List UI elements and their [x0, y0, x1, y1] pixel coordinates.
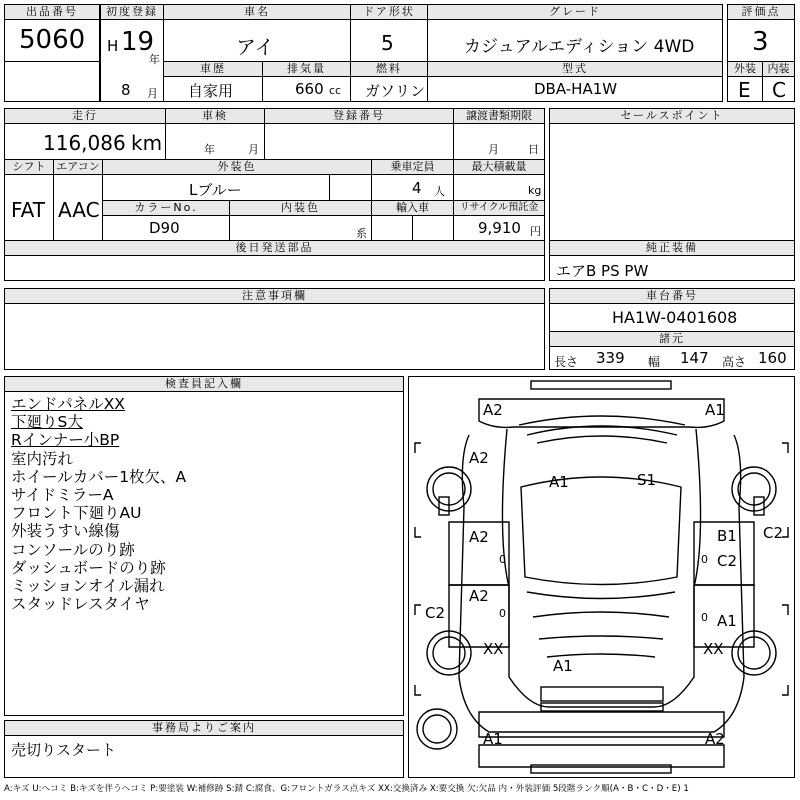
mark: A2: [705, 730, 725, 748]
caution-box: [4, 288, 545, 370]
reg-year: 19: [121, 27, 155, 57]
recycle-box: [453, 200, 545, 241]
import-label: 輸入車: [372, 201, 453, 216]
history-box: [163, 61, 263, 102]
fuel-label: 燃料: [351, 62, 427, 77]
mark: 0: [701, 611, 708, 624]
ext-label: 外装: [728, 62, 762, 77]
transfer-label: 譲渡書類期限: [454, 109, 544, 124]
recycle-label: リサイクル預託金: [454, 201, 544, 216]
transfer-month-unit: 月: [488, 143, 499, 156]
mark: 0: [701, 553, 708, 566]
model-label: 型式: [428, 62, 722, 77]
note-line: ダッシュボードのり跡: [11, 558, 166, 577]
color-box: [102, 159, 372, 201]
note-line: スタッドレスタイヤ: [11, 595, 150, 614]
load-box: [453, 159, 545, 201]
intcolor-box: [229, 200, 372, 241]
load-label: 最大積載量: [454, 160, 544, 175]
score-value: 3: [752, 27, 769, 57]
mark: A1: [553, 657, 573, 675]
transfer-day-unit: 日: [528, 143, 539, 156]
ac-box: [53, 159, 103, 241]
caution-label: 注意事項欄: [5, 289, 544, 304]
legend-footer: A:キズ U:ヘコミ B:キズを伴うヘコミ P:要塗装 W:補修跡 S:錆 C:腐食、G:フロントガラス点キズ XX:交換済み X:要交換 欠:欠品 内・外装評価 5段階ランク順(A・B・C・D・E) 1: [4, 784, 689, 794]
first-reg-label: 初度登録: [101, 5, 163, 20]
capacity-box: [371, 159, 454, 201]
score-box: [727, 4, 795, 62]
colorno-box: [102, 200, 230, 241]
lot-box: [4, 4, 100, 62]
mark: XX: [703, 640, 724, 658]
lot-extra-box: [4, 61, 100, 102]
sales-point-box: [549, 108, 795, 241]
colorno-value: D90: [149, 219, 180, 237]
car-name-label: 車名: [164, 5, 350, 20]
color-label: 外装色: [103, 160, 371, 175]
car-name: アイ: [236, 35, 275, 59]
capacity-label: 乗車定員: [372, 160, 453, 175]
note-line: サイドミラーA: [11, 486, 114, 505]
intcolor-unit: 系: [356, 227, 367, 240]
first-registration-box: [100, 4, 164, 102]
mark: S1: [637, 471, 657, 489]
displacement-box: [262, 61, 351, 102]
note-line: フロント下廻りAU: [11, 504, 142, 523]
mark: C2: [717, 552, 738, 570]
grade-value: カジュアルエディション 4WD: [464, 37, 695, 57]
equipment-box: [549, 240, 795, 281]
history-value: 自家用: [188, 82, 234, 100]
note-line: ミッションオイル漏れ: [11, 577, 165, 596]
recycle-unit: 円: [530, 225, 541, 238]
regno-box: [264, 108, 454, 160]
mark: A1: [705, 401, 725, 419]
mileage-box: [4, 108, 166, 160]
fuel-value: ガソリン: [365, 82, 426, 100]
ac-value: AAC: [58, 198, 100, 222]
equipment-value: エアB PS PW: [556, 262, 649, 280]
mark: C2: [763, 524, 784, 542]
later-parts-label: 後日発送部品: [5, 241, 544, 256]
shift-label: シフト: [5, 160, 53, 175]
chassis-label: 車台番号: [550, 289, 794, 304]
transfer-box: [453, 108, 545, 160]
rear-end-shape: [479, 712, 724, 737]
office-box: [4, 720, 404, 778]
note-line: 外装うすい線傷: [11, 522, 120, 541]
equipment-label: 純正装備: [550, 241, 794, 256]
mark: 0: [499, 553, 506, 566]
inspector-notes: [11, 395, 186, 613]
height-label: 高さ: [722, 355, 747, 369]
grade-box: [427, 4, 723, 62]
length-label: 長さ: [554, 355, 579, 369]
mileage-unit: km: [131, 131, 163, 155]
shift-box: [4, 159, 54, 241]
office-label: 事務局よりご案内: [5, 721, 403, 736]
displacement-unit: cc: [329, 84, 342, 97]
regno-label: 登録番号: [265, 109, 453, 124]
mark: A1: [717, 612, 737, 630]
capacity-value: 4: [412, 179, 422, 197]
front-bumper-shape: [531, 381, 671, 389]
history-label: 車歴: [164, 62, 262, 77]
note-line: 下廻りS大: [11, 413, 83, 432]
ext-int-box: [727, 61, 795, 102]
note-line: コンソールのり跡: [11, 540, 135, 559]
color-value: Lブルー: [189, 181, 242, 199]
ext-score: E: [738, 78, 751, 102]
width-label: 幅: [648, 355, 661, 369]
note-line: ホイールカバー1枚欠、A: [11, 467, 187, 486]
intcolor-label: 内装色: [230, 201, 371, 216]
car-diagram-svg: [409, 377, 794, 777]
sales-point-label: セールスポイント: [550, 109, 794, 124]
height-value: 160: [758, 349, 787, 367]
inspector-box: [4, 376, 404, 716]
door-value: 5: [381, 31, 394, 55]
front-end-shape: [479, 399, 724, 427]
insp-year-unit: 年: [204, 143, 215, 156]
mark: A2: [469, 528, 489, 546]
inspection-label: 車検: [166, 109, 264, 124]
displacement-value: 660: [295, 80, 324, 98]
reg-month: 8: [121, 81, 131, 99]
door-label: ドア形状: [351, 5, 427, 20]
width-value: 147: [680, 349, 709, 367]
capacity-unit: 人: [434, 185, 445, 198]
mark: C2: [425, 604, 446, 622]
car-name-box: [163, 4, 351, 62]
mark: A2: [469, 449, 489, 467]
door-box: [350, 4, 428, 62]
rear-bumper-shape: [531, 765, 671, 773]
mark: A1: [483, 730, 503, 748]
ac-label: エアコン: [54, 160, 102, 175]
model-value: DBA-HA1W: [534, 80, 618, 98]
mark: A1: [549, 473, 569, 491]
chassis-box: [549, 288, 795, 370]
mileage-label: 走行: [5, 109, 165, 124]
shift-value: FAT: [11, 198, 46, 222]
dims-label: 諸元: [550, 331, 794, 347]
lot-number: 5060: [19, 25, 86, 55]
displacement-label: 排気量: [263, 62, 350, 77]
year-unit: 年: [149, 53, 160, 66]
later-parts-box: [4, 240, 545, 281]
score-label: 評価点: [728, 5, 794, 20]
mark: A2: [483, 401, 503, 419]
colorno-label: カラーNo.: [103, 201, 229, 216]
int-label: 内装: [762, 62, 794, 77]
car-diagram: [408, 376, 795, 778]
insp-month-unit: 月: [248, 143, 259, 156]
import-box: [371, 200, 454, 241]
load-unit: kg: [528, 184, 542, 197]
recycle-value: 9,910: [478, 219, 521, 237]
month-unit: 月: [147, 87, 158, 100]
length-value: 339: [596, 349, 625, 367]
lot-label: 出品番号: [5, 5, 99, 20]
office-value: 売切りスタート: [11, 741, 117, 759]
era: H: [107, 37, 119, 55]
note-line: エンドパネルXX: [11, 395, 125, 413]
chassis-number: HA1W-0401608: [612, 308, 738, 327]
fuel-box: [350, 61, 428, 102]
grade-label: グレード: [428, 5, 722, 20]
mark: B1: [717, 527, 737, 545]
inspector-label: 検査員記入欄: [5, 377, 403, 392]
inspection-box: [165, 108, 265, 160]
int-score: C: [772, 78, 786, 102]
mark: 0: [499, 607, 506, 620]
mileage-value: 116,086: [43, 131, 126, 155]
note-line: Rインナー小BP: [11, 431, 120, 450]
roof-shape: [521, 477, 681, 585]
mark: XX: [483, 640, 504, 658]
note-line: 室内汚れ: [11, 449, 74, 468]
model-box: [427, 61, 723, 102]
mark: A2: [469, 587, 489, 605]
